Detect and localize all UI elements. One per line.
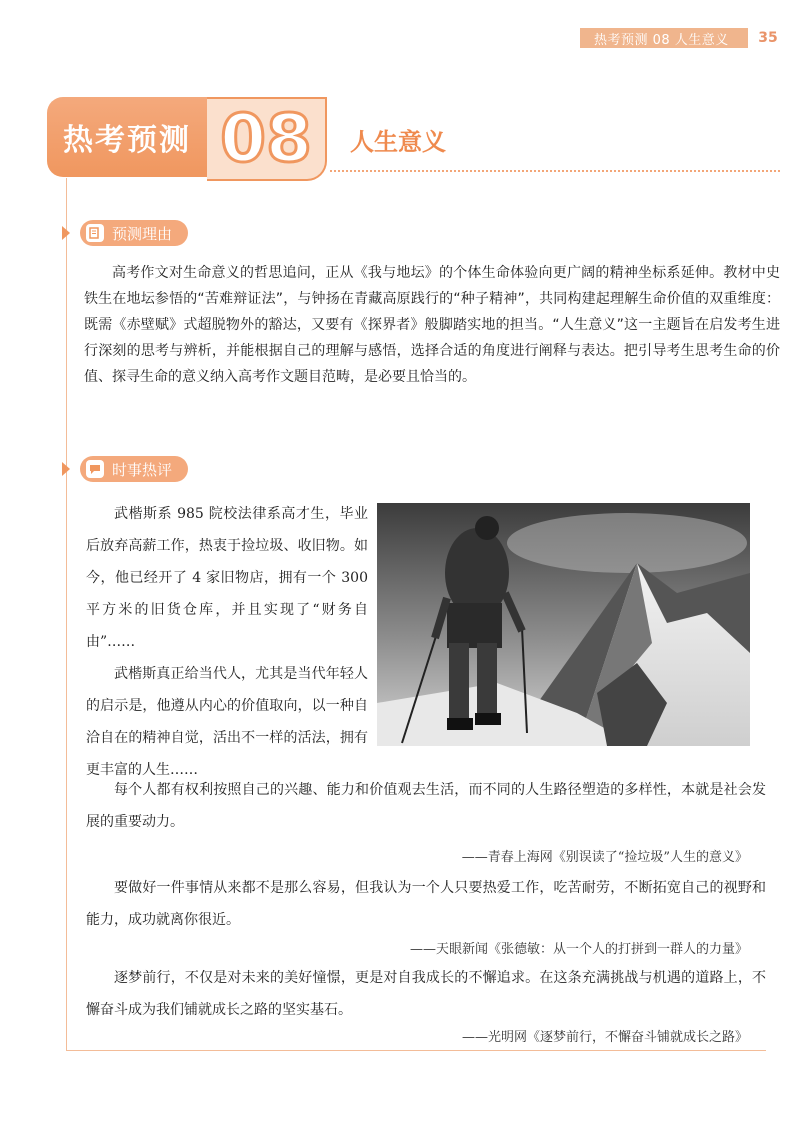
book-icon — [86, 224, 104, 242]
section-heading-reason: 预测理由 — [112, 224, 173, 243]
section-header-reason — [62, 220, 188, 246]
chat-bubble-icon — [86, 460, 104, 478]
section-heading-news: 时事热评 — [112, 460, 173, 479]
running-header — [580, 28, 788, 48]
title-number: 08 — [220, 100, 312, 177]
news-paragraph-3: 每个人都有权利按照自己的兴趣、能力和价值观去生活，而不同的人生路径塑造的多样性，本就是社会发展的重要动力。 — [86, 782, 766, 830]
news-paragraph-5: 逐梦前行，不仅是对未来的美好憧憬，更是对自我成长的不懈追求。在这条充满挑战与机遇的道路上，不懈奋斗成为我们铺就成长之路的坚实基石。 — [86, 970, 766, 1018]
news-paragraph-4: 要做好一件事情从来都不是那么容易，但我认为一个人只要热爱工作，吃苦耐劳，不断拓宽自己的视野和能力，成功就离你很近。 — [86, 880, 766, 928]
reason-paragraph: 高考作文对生命意义的哲思追问，正从《我与地坛》的个体生命体验向更广阔的精神坐标系延伸。教材中史铁生在地坛参悟的“苦难辩证法”，与钟扬在青藏高原践行的“种子精神”，共同构建起理解生命价值的双重维度：既需《赤壁赋》式超脱物外的豁达，又要有《探界者》般脚踏实地的担当。“人生意义”这一主题旨在启发考生进行深刻的思考与辨析，并能根据自己的理解与感悟，选择合适的角度进行阐释与表达。把引导考生思考生命的价值、探寻生命的意义纳入高考作文题目范畴，是必要且恰当的。 — [84, 265, 780, 385]
arrow-icon — [62, 226, 70, 240]
title-banner — [47, 97, 207, 177]
news-paragraph-2: 武楷斯真正给当代人，尤其是当代年轻人的启示是，他遵从内心的价值取向，以一种自洽自在的精神自觉，活出不一样的活法，拥有更丰富的人生…… — [86, 666, 368, 778]
section-header-news — [62, 456, 188, 482]
section-pill — [80, 220, 188, 246]
dotted-divider — [330, 170, 780, 172]
news-source-3: ——光明网《逐梦前行，不懈奋斗铺就成长之路》 — [461, 1030, 748, 1045]
news-source-1: ——青春上海网《别误读了“捡垃圾”人生的意义》 — [461, 850, 748, 865]
section-pill — [80, 456, 188, 482]
page-subtitle: 人生意义 — [350, 128, 446, 156]
news-paragraph-1: 武楷斯系 985 院校法律系高才生，毕业后放弃高薪工作，热衷于捡垃圾、收旧物。如今，他已经开了 4 家旧物店，拥有一个 300 平方米的旧货仓库，并且实现了“财务自由”…… — [86, 506, 368, 650]
left-rule — [66, 178, 67, 1050]
title-number-box — [207, 97, 327, 181]
mountaineer-photo — [377, 503, 750, 746]
page-number: 35 — [746, 28, 788, 48]
bottom-rule — [66, 1050, 766, 1051]
news-source-2: ——天眼新闻《张德敏：从一个人的打拼到一群人的力量》 — [409, 942, 748, 957]
running-header-text: 热考预测 08 人生意义 — [594, 32, 729, 48]
title-lead: 热考预测 — [63, 123, 191, 158]
arrow-icon — [62, 462, 70, 476]
